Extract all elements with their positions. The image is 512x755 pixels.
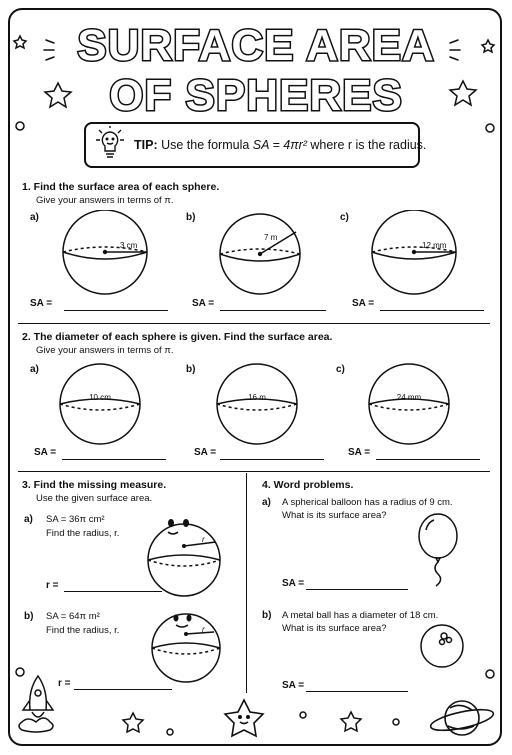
divider	[18, 471, 490, 472]
s1-item-b-label: b)	[186, 212, 196, 223]
s2-item-b-label: b)	[186, 364, 196, 375]
section3-heading: 3. Find the missing measure.	[22, 479, 167, 491]
eye-icon	[174, 615, 179, 622]
s4-a-answer-label: SA =	[282, 578, 305, 589]
s3-b-sphere	[148, 610, 238, 700]
s1-item-c-label: c)	[340, 212, 349, 223]
sphere	[217, 364, 297, 444]
s2-c-answer-line[interactable]	[376, 459, 480, 460]
s1-c-answer-line[interactable]	[380, 310, 484, 311]
sphere	[369, 364, 449, 444]
s1-c-measure: 12 mm	[422, 241, 447, 250]
s4-item-a-label: a)	[262, 497, 271, 508]
worksheet-title	[0, 0, 512, 120]
section2-spheres	[0, 362, 512, 446]
section3-instruction: Use the given surface area.	[36, 493, 153, 504]
s1-a-answer-label: SA =	[30, 298, 53, 309]
s4-b-line2: What is its surface area?	[282, 623, 387, 634]
tip-text: TIP: Use the formula SA = 4πr² where r is the radius.	[134, 138, 427, 152]
s2-item-c-label: c)	[336, 364, 345, 375]
section4-heading: 4. Word problems.	[262, 479, 354, 491]
eye-icon	[168, 519, 174, 527]
sphere	[60, 364, 140, 444]
s3-b-answer-line[interactable]	[74, 689, 172, 690]
section2-heading: 2. The diameter of each sphere is given. Find the surface area.	[22, 331, 333, 343]
section1-heading: 1. Find the surface area of each sphere.	[22, 181, 220, 193]
s3-a-answer-line[interactable]	[64, 591, 162, 592]
s2-c-answer-label: SA =	[348, 447, 371, 458]
s1-item-a-label: a)	[30, 212, 39, 223]
s2-a-measure: 10 cm	[89, 393, 111, 402]
column-divider	[246, 473, 247, 693]
smiling-star-icon	[225, 700, 263, 736]
s3-a-task: Find the radius, r.	[46, 528, 120, 539]
metal-ball-icon	[418, 620, 468, 670]
s4-a-answer-line[interactable]	[306, 589, 408, 590]
title-line-1: SURFACE AREA	[77, 21, 435, 70]
s3-b-given: SA = 64π m²	[46, 611, 100, 622]
section1-instruction: Give your answers in terms of π.	[36, 195, 174, 206]
s1-b-answer-label: SA =	[192, 298, 215, 309]
s4-item-b-label: b)	[262, 610, 272, 621]
s4-a-line1: A spherical balloon has a radius of 9 cm.	[282, 497, 453, 508]
s2-a-answer-label: SA =	[34, 447, 57, 458]
balloon-icon	[414, 510, 464, 590]
s1-a-measure: 3 cm	[120, 241, 138, 250]
s3-b-task: Find the radius, r.	[46, 625, 120, 636]
s3-item-a-label: a)	[24, 514, 33, 525]
divider	[18, 323, 490, 324]
eye-icon	[187, 615, 192, 622]
s2-b-measure: 16 m	[248, 393, 266, 402]
s3-b-sphere-label: r	[202, 625, 205, 634]
s4-b-answer-line[interactable]	[306, 691, 408, 692]
s3-a-answer-label: r =	[46, 580, 59, 591]
s3-a-sphere-label: r	[202, 535, 205, 544]
formula: SA = 4πr²	[252, 138, 307, 152]
s1-a-answer-line[interactable]	[64, 310, 168, 311]
s2-a-answer-line[interactable]	[62, 459, 166, 460]
section1-spheres	[0, 210, 512, 300]
rocket-icon	[19, 676, 53, 732]
s4-b-answer-label: SA =	[282, 680, 305, 691]
s2-item-a-label: a)	[30, 364, 39, 375]
s1-b-measure: 7 m	[264, 233, 278, 242]
s2-b-answer-label: SA =	[194, 447, 217, 458]
s3-b-answer-label: r =	[58, 678, 71, 689]
s4-b-line1: A metal ball has a diameter of 18 cm.	[282, 610, 439, 621]
title-line-2: OF SPHERES	[109, 71, 403, 120]
s4-a-line2: What is its surface area?	[282, 510, 387, 521]
s2-c-measure: 24 mm	[396, 393, 422, 402]
s3-item-b-label: b)	[24, 611, 34, 622]
planet-icon	[429, 701, 495, 735]
s1-c-answer-label: SA =	[352, 298, 375, 309]
s3-a-given: SA = 36π cm²	[46, 514, 105, 525]
lightbulb-icon	[92, 126, 128, 166]
s1-b-answer-line[interactable]	[220, 310, 326, 311]
s2-b-answer-line[interactable]	[220, 459, 324, 460]
eye-icon	[183, 519, 189, 527]
section2-instruction: Give your answers in terms of π.	[36, 345, 174, 356]
